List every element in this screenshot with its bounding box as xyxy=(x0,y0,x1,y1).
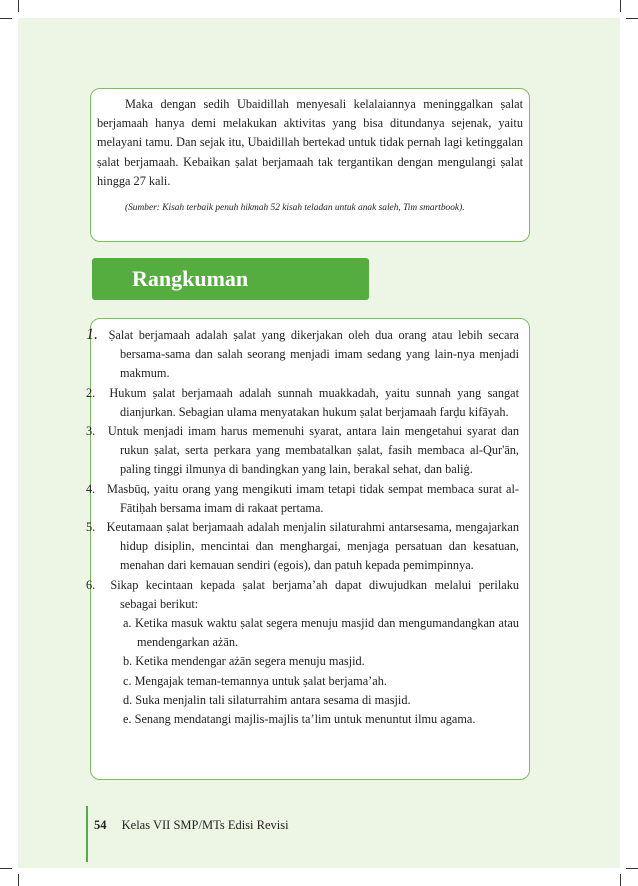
crop-mark xyxy=(626,868,638,869)
footer-rule xyxy=(86,806,88,862)
crop-mark xyxy=(0,868,12,869)
list-item: 1. Ṣalat berjamaah adalah ṣalat yang dikerjakan oleh dua orang atau lebih secara bersama-sama dan salah seorang menjadi imam sedang yang lain-nya menjadi makmum. xyxy=(86,326,519,381)
sub-list-item: b. Ketika mendengar ażān segera menuju masjid. xyxy=(123,654,365,669)
story-source: (Sumber: Kisah terbaik penuh hikmah 52 kisah teladan untuk anak saleh, Tim smartbook). xyxy=(125,203,465,214)
page-number: 54 xyxy=(94,818,107,832)
crop-mark xyxy=(18,0,19,12)
book-title: Kelas VII SMP/MTs Edisi Revisi xyxy=(121,818,289,832)
crop-mark xyxy=(620,874,621,886)
story-paragraph: Maka dengan sedih Ubaidillah menyesali kelalaiannya meninggalkan ṣalat berjamaah hanya demi melakukan aktivitas yang bisa ditundanya sejenak, yaitu melayani tamu. Dan sejak itu, Ubaidillah bertekad untuk tidak pernah lagi ketinggalan ṣalat berjamaah. Kebaikan ṣalat berjamaah tak tergantikan dengan mengulangi ṣalat hingga 27 kali. xyxy=(97,97,523,188)
summary-heading: Rangkuman xyxy=(132,266,249,291)
summary-heading-bar xyxy=(92,258,369,300)
list-item: 4. Masbūq, yaitu orang yang mengikuti imam tetapi tidak sempat membaca surat al-Fātiḥah bersama imam di rakaat pertama. xyxy=(86,481,519,515)
crop-mark xyxy=(0,18,12,19)
list-item: 2. Hukum ṣalat berjamaah adalah sunnah muakkadah, yaitu sunnah yang sangat dianjurkan. Sebagian ulama menyatakan hukum ṣalat berjamaah farḍu kifāyah. xyxy=(86,385,519,419)
sub-list-item: d. Suka menjalin tali silaturrahim antara sesama di masjid. xyxy=(123,692,411,707)
sub-list-item: e. Senang mendatangi majlis-majlis ta’lim untuk menuntut ilmu agama. xyxy=(123,712,476,727)
list-item: 3. Untuk menjadi imam harus memenuhi syarat, antara lain mengetahui syarat dan rukun ṣalat, serta perkara yang membatalkan ṣalat, fasih membaca al-Qur'ān, paling tinggi ilmunya di bandingkan yang lain, berakal sehat, dan baliġ. xyxy=(86,424,519,477)
page-footer xyxy=(94,818,289,833)
crop-mark xyxy=(18,874,19,886)
story-box xyxy=(90,88,530,242)
list-item: 5. Keutamaan ṣalat berjamaah adalah menjalin silaturahmi antarsesama, mengajarkan hidup disiplin, mencintai dan menghargai, menjaga persatuan dan kesatuan, menahan dari kemauan sendiri (egois), dan patuh kepada pemimpinnya. xyxy=(86,520,519,573)
list-item: 6. Sikap kecintaan kepada ṣalat berjama’ah dapat diwujudkan melalui perilaku sebagai berikut: xyxy=(86,577,519,611)
sub-list-item: a. Ketika masuk waktu ṣalat segera menuju masjid dan mengumandangkan atau mendengarkan ażān. xyxy=(123,616,519,650)
crop-mark xyxy=(626,18,638,19)
crop-mark xyxy=(620,0,621,12)
sub-list-item: c. Mengajak teman-temannya untuk ṣalat berjama’ah. xyxy=(123,673,387,688)
summary-box xyxy=(86,318,530,780)
